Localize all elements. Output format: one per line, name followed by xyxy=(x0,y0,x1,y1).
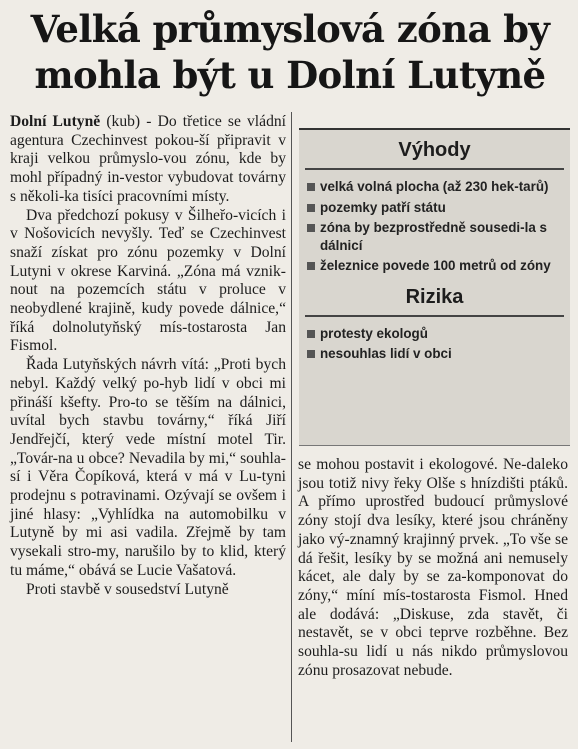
pros-title: Výhody xyxy=(398,139,471,161)
pros-item: velká volná plocha (až 230 hek-tarů) xyxy=(307,178,564,196)
headline-line-2: mohla být u Dolní Lutyně xyxy=(34,53,546,97)
article-paragraph-3: Řada Lutyňských návrh vítá: „Proti bych nebyl. Každý velký po-hyb lidí v obci mi přináší kšefty. Pro-to se těším na dálnici, uvítal bych stavbu továrny,“ říká Jiří Jendřejčí, který vede místní motel Tir. „Továr-na u obce? Nevadila by mi,“ souhla-sí i Věra Čopíková, která v má v Lu-tyni prodejnu s potravinami. Ozývají se ovšem i jiné hlasy: „Vyhlídka na automobilku v Lutyně by mi asi vadila. Zřejmě by tam vysekali stro-my, narušilo by to klid, který tu máme,“ obává se Lucie Vašatová. xyxy=(10,356,286,579)
square-bullet-icon xyxy=(307,330,315,338)
cons-title: Rizika xyxy=(405,285,464,308)
pros-item: železnice povede 100 metrů od zóny xyxy=(307,257,564,275)
pros-divider xyxy=(305,168,564,170)
cons-item: nesouhlas lidí v obci xyxy=(307,345,564,363)
article-paragraph-continued: se mohou postavit i ekologové. Ne-daleko jsou totiž nivy řeky Olše s hnízdišti ptáků. A přímo uprostřed budoucí průmyslové zóny stojí dva lesíky, které jsou chráněny jako vý-znamný krajinný prvek. „To vše se dá řešit, lesíky by se možná ani nemusely kácet, ale daly by se za-komponovat do zóny,“ míní mís-tostarosta Fismol. Hned ale dodává: „Diskuse, zda stavět, či nestavět, se v obci teprve rozběhne. Bez souhla-su lidí u nás nikdo průmyslovou zónu prosazovat nebude. xyxy=(298,456,568,679)
article-paragraph-4: Proti stavbě v sousedství Lutyně xyxy=(26,580,229,598)
pros-item: pozemky patří státu xyxy=(307,199,564,217)
cons-item: protesty ekologů xyxy=(307,325,564,343)
square-bullet-icon xyxy=(307,262,315,270)
square-bullet-icon xyxy=(307,183,315,191)
headline xyxy=(10,6,570,98)
cons-divider xyxy=(305,315,564,317)
pros-item: zóna by bezprostředně sousedi-la s dálnicí xyxy=(307,219,564,254)
column-divider xyxy=(291,112,292,742)
headline-line-1: Velká průmyslová zóna by xyxy=(30,7,550,51)
square-bullet-icon xyxy=(307,350,315,358)
article-left-column xyxy=(10,113,286,599)
pros-cons-box xyxy=(299,128,570,446)
article-right-column xyxy=(298,456,568,680)
cons-list xyxy=(307,325,564,363)
square-bullet-icon xyxy=(307,224,315,232)
article-paragraph-1 xyxy=(10,113,286,207)
article-paragraph-2: Dva předchozí pokusy v Šilheřo-vicích i v Nošovicích nevyšly. Teď se Czechinvest snaží získat pro zónu pozemky v Dolní Lutyni v okrese Karviná. „Zóna má vznik-nout na pozemcích státu v proluce v neobydlené krajině, kudy povede dálnice,“ říká dolnolutyňský mís-tostarosta Jan Fismol. xyxy=(10,206,286,355)
dateline: Dolní Lutyně xyxy=(10,113,101,130)
pros-list xyxy=(307,178,564,275)
article-paragraph-1-text: (kub) - Do třetice se vládní agentura Czechinvest pokou-ší připravit v kraji velkou průmyslo-vou zónu, kde by mohl případný in-vestor vybudovat továrny s několi-ka tisíci pracovními místy. xyxy=(10,113,286,205)
square-bullet-icon xyxy=(307,204,315,212)
